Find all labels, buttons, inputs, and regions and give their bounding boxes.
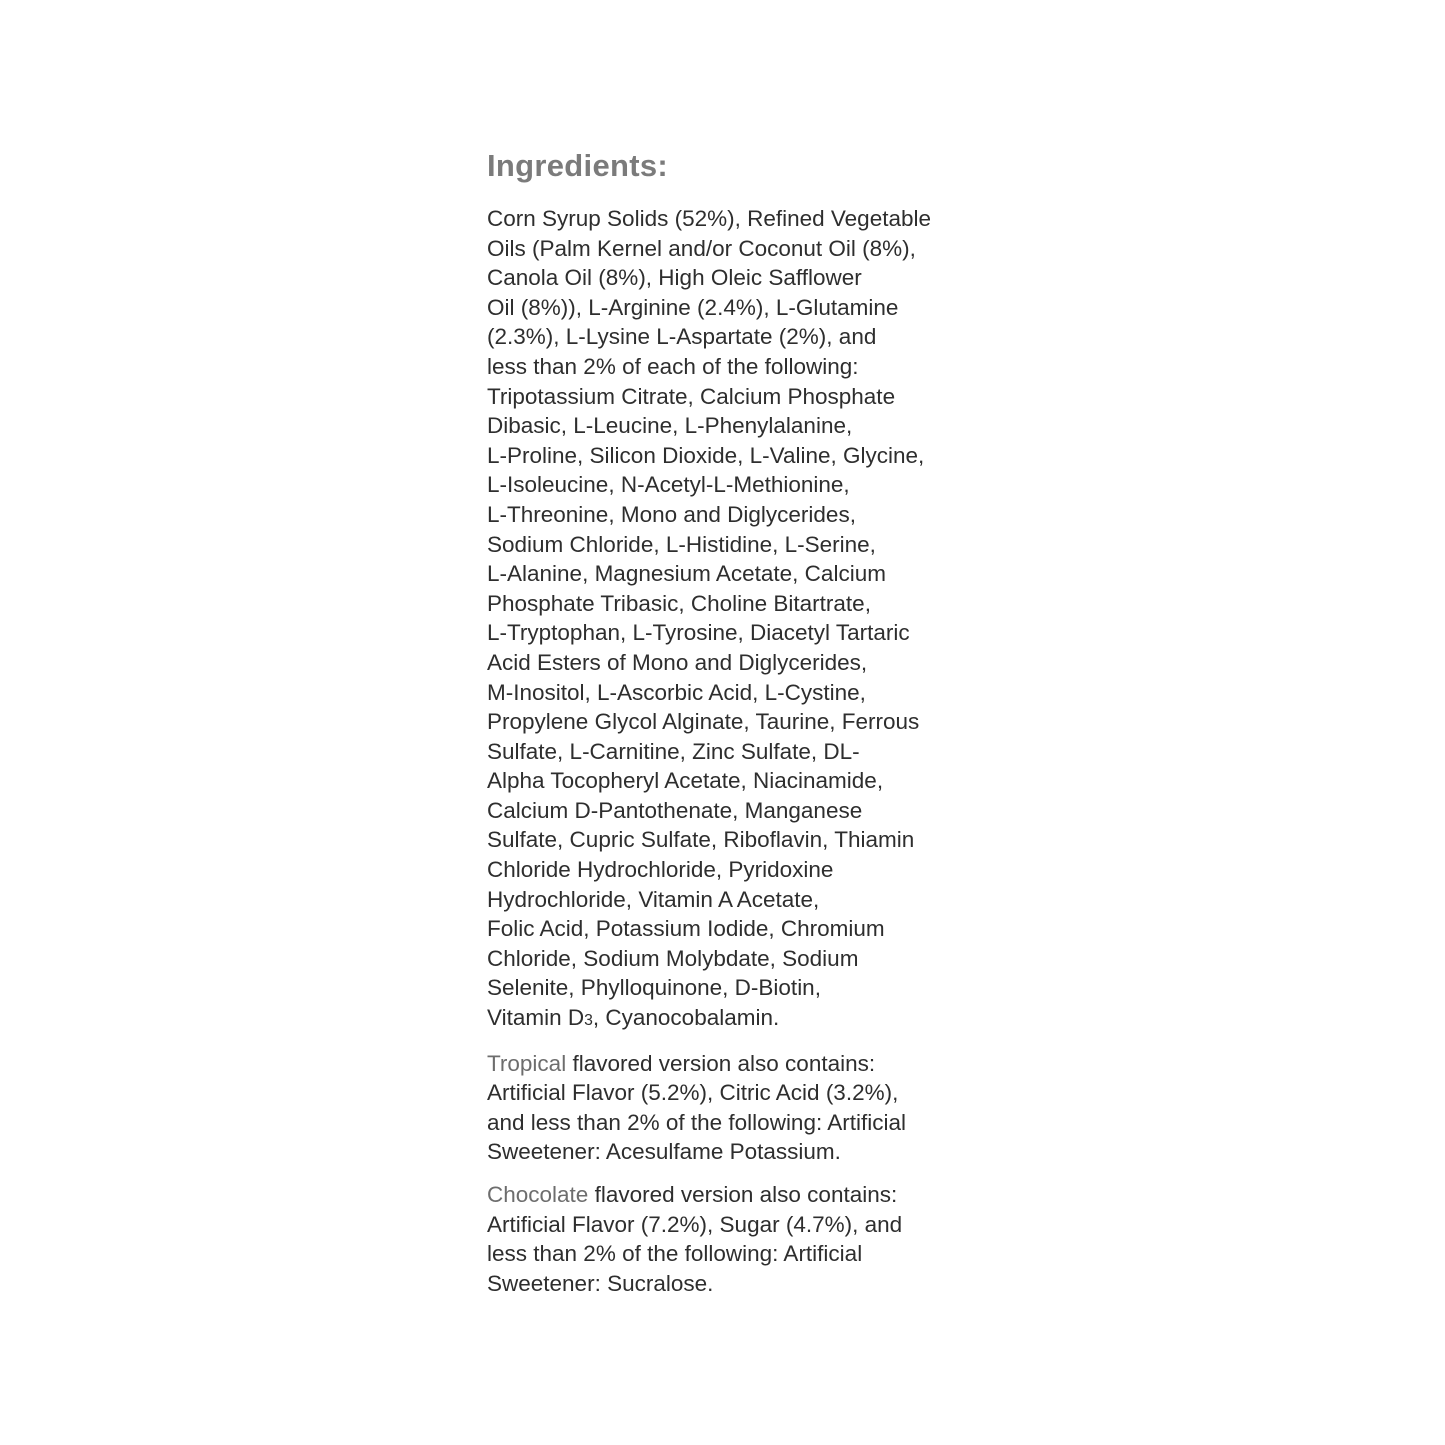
text-line: Hydrochloride, Vitamin A Acetate,	[487, 886, 820, 912]
text-line: Sweetener: Acesulfame Potassium.	[487, 1139, 841, 1165]
text-line: Folic Acid, Potassium Iodide, Chromium	[487, 916, 885, 942]
text-line: Calcium D-Pantothenate, Manganese	[487, 797, 863, 823]
chocolate-first-line	[487, 1180, 1017, 1210]
text-line: Chloride, Sodium Molybdate, Sodium	[487, 945, 859, 971]
tropical-paragraph	[487, 1049, 1017, 1167]
text-line: Selenite, Phylloquinone, D-Biotin,	[487, 975, 821, 1001]
text-line: Phosphate Tribasic, Choline Bitartrate,	[487, 590, 871, 616]
main-ingredients-paragraph	[487, 204, 1017, 1036]
vitamin-d3-small-digit: 3	[584, 1012, 593, 1030]
text-line: Dibasic, L-Leucine, L-Phenylalanine,	[487, 413, 853, 439]
cyanocobalamin-text: , Cyanocobalamin.	[592, 1005, 780, 1031]
text-line: Corn Syrup Solids (52%), Refined Vegetable	[487, 206, 932, 231]
text-line: Oil (8%)), L-Arginine (2.4%), L-Glutamine	[487, 294, 899, 320]
text-line: Chloride Hydrochloride, Pyridoxine	[487, 857, 834, 883]
text-line: Acid Esters of Mono and Diglycerides,	[487, 649, 868, 675]
text-line: Sulfate, L-Carnitine, Zinc Sulfate, DL-	[487, 738, 860, 764]
ingredients-label	[487, 148, 1017, 1311]
text-line: less than 2% of the following: Artificial	[487, 1241, 863, 1267]
ingredients-heading: Ingredients:	[487, 148, 669, 183]
vitamin-d3-line	[487, 1003, 1017, 1036]
tropical-lines	[487, 1078, 1017, 1167]
tropical-first-line-rest: flavored version also contains:	[566, 1050, 876, 1076]
text-line: Tripotassium Citrate, Calcium Phosphate	[487, 383, 896, 409]
chocolate-first-line-rest: flavored version also contains:	[588, 1182, 898, 1207]
text-line: Alpha Tocopheryl Acetate, Niacinamide,	[487, 768, 884, 794]
text-line: (2.3%), L-Lysine L-Aspartate (2%), and	[487, 324, 877, 350]
text-line: L-Tryptophan, L-Tyrosine, Diacetyl Tartaric	[487, 620, 910, 646]
text-line: L-Threonine, Mono and Diglycerides,	[487, 501, 856, 527]
chocolate-keyword: Chocolate	[487, 1182, 589, 1207]
vitamin-d-text: Vitamin D	[487, 1005, 585, 1031]
tropical-keyword: Tropical	[487, 1050, 567, 1076]
text-line: Sulfate, Cupric Sulfate, Riboflavin, Thiamin	[487, 827, 915, 853]
text-line: Sweetener: Sucralose.	[487, 1270, 714, 1296]
text-line: M-Inositol, L-Ascorbic Acid, L-Cystine,	[487, 679, 866, 705]
text-line: Oils (Palm Kernel and/or Coconut Oil (8%),	[487, 235, 916, 261]
text-line: L-Proline, Silicon Dioxide, L-Valine, Glycine,	[487, 442, 925, 468]
text-line: Sodium Chloride, L-Histidine, L-Serine,	[487, 531, 876, 557]
text-line: less than 2% of each of the following:	[487, 353, 859, 379]
tropical-first-line	[487, 1049, 1017, 1079]
main-ingredients-lines	[487, 204, 1017, 1003]
chocolate-paragraph	[487, 1180, 1017, 1298]
text-line: Artificial Flavor (7.2%), Sugar (4.7%), and	[487, 1211, 903, 1237]
text-line: L-Alanine, Magnesium Acetate, Calcium	[487, 561, 886, 587]
text-line: Canola Oil (8%), High Oleic Safflower	[487, 265, 862, 291]
text-line: L-Isoleucine, N-Acetyl-L-Methionine,	[487, 472, 850, 498]
text-line: Propylene Glycol Alginate, Taurine, Ferrous	[487, 709, 920, 735]
text-line: Artificial Flavor (5.2%), Citric Acid (3.2%),	[487, 1080, 899, 1106]
chocolate-lines	[487, 1210, 1017, 1299]
text-line: and less than 2% of the following: Artificial	[487, 1109, 906, 1135]
